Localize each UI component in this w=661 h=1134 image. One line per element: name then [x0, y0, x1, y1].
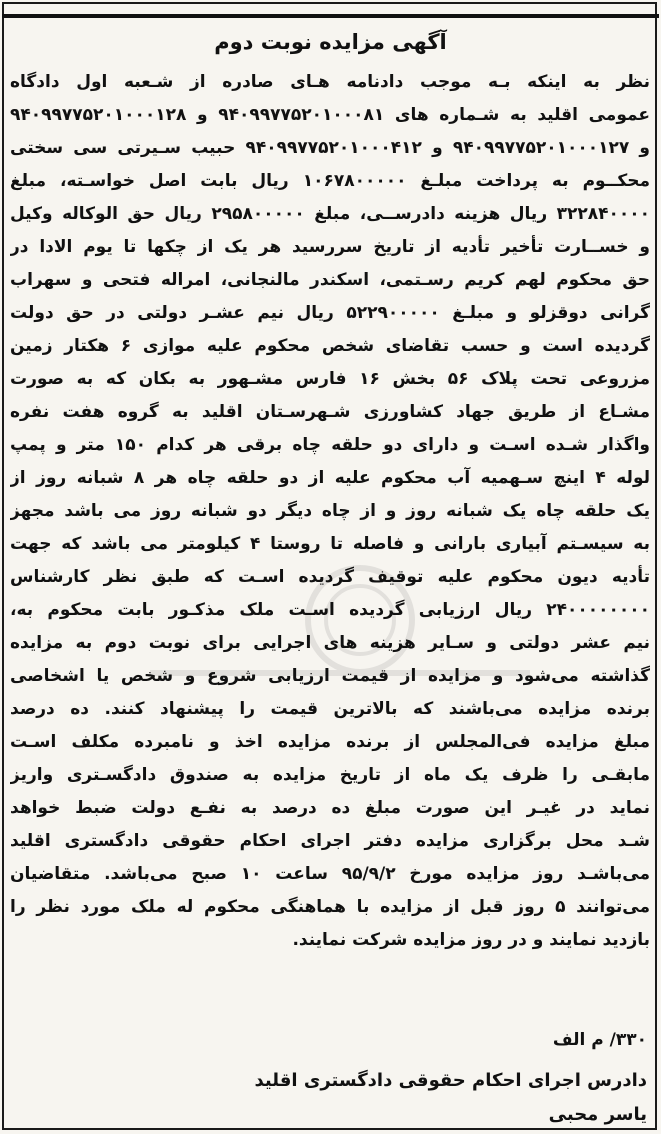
notice-line: و خســارت تأخیر تأدیه از تاریخ سررسید هر یک از چکها تا یوم الادا در	[10, 237, 650, 257]
notice-line: محکــوم به پرداخت مبلـغ ۱۰۶۷۸۰۰۰۰۰ ریال بابت اصل خواسـته، مبلغ	[10, 171, 650, 191]
signature-name: یاسر محبی	[548, 1104, 647, 1125]
notice-line: حق محکوم لهم کریم رسـتمی، اسکندر مالنجانی، امراله فتحی و سهراب	[10, 270, 650, 290]
notice-line: نظر به اینکه بـه موجب دادنامه هـای صادره از شـعبه اول دادگاه	[10, 72, 650, 92]
notice-line: واگذار شـده اسـت و دارای دو حلقه چاه برقی هر کدام ۱۵۰ متر و پمپ	[10, 435, 650, 455]
notice-line: گذاشته می‌شود و مزایده از قیمت ارزیابی شروع و شخص یا اشخاصی	[10, 666, 650, 686]
notice-line: نماید در غیـر این صورت مبلغ ده درصد به نفـع دولت ضبط خواهد	[10, 798, 650, 818]
reference-number: ۳۳۰/ م الف	[552, 1030, 647, 1050]
notice-line: می‌توانند ۵ روز قبل از مزایده با هماهنگی محکوم له ملک مورد نظر را	[10, 897, 650, 917]
notice-line: مشـاع از طریق جهاد کشاورزی شـهرسـتان اقلید به گروه هفت نفره	[10, 402, 650, 422]
notice-line: لوله ۴ اینچ سـهمیه آب محکوم علیه از دو حلقه چاه هر ۸ شبانه روز از	[10, 468, 650, 488]
notice-body	[10, 66, 650, 957]
notice-line: عمومی اقلید به شـماره های ۹۴۰۹۹۷۷۵۲۰۱۰۰۰۸۱ و ۹۴۰۹۹۷۷۵۲۰۱۰۰۰۱۲۸	[10, 105, 650, 125]
notice-line: ۲۴۰۰۰۰۰۰۰۰ ریال ارزیابی گردیده اسـت ملک مذکـور بابت محکوم به،	[10, 600, 650, 620]
notice-line: بازدید نمایند و در روز مزایده شرکت نمایند.	[292, 930, 650, 950]
notice-line: به سیسـتم آبیاری بارانی و فاصله تا روستا ۴ کیلومتر می باشد که جهت	[10, 534, 650, 554]
signature-office: دادرس اجرای احکام حقوقی دادگستری اقلید	[254, 1070, 647, 1091]
notice-line: نیم عشر دولتی و سـایر هزینه های اجرایی برای نوبت دوم به مزایده	[10, 633, 650, 653]
notice-line: می‌باشـد روز مزایده مورخ ۹۵/۹/۲ ساعت ۱۰ صبح می‌باشد. متقاضیان	[10, 864, 650, 884]
notice-line: مابقـی را ظرف یک ماه از تاریخ مزایده به صندوق دادگسـتری واریز	[10, 765, 650, 785]
notice-line: تأدیه دیون محکوم علیه توقیف گردیده اسـت که طبق نظر کارشناس	[10, 567, 650, 587]
notice-title: آگهی مزایده نوبت دوم	[214, 30, 447, 54]
top-divider	[2, 14, 659, 18]
notice-line: گرانی دوقزلو و مبلـغ ۵۲۲۹۰۰۰۰۰ ریال نیم عشـر دولتی در حق دولت	[10, 303, 650, 323]
notice-line: برنده مزایده می‌باشند که بالاترین قیمت را پیشنهاد کنند. ده درصد	[10, 699, 650, 719]
notice-line: مزروعی تحت پلاک ۵۶ بخش ۱۶ فارس مشـهور به بکان که به صورت	[10, 369, 650, 389]
notice-line: ۳۲۲۸۴۰۰۰۰ ریال هزینه دادرســی، مبلغ ۲۹۵۸۰۰۰۰۰ ریال حق الوکاله وکیل	[10, 204, 650, 224]
notice-line: یک حلقه چاه یک شبانه روز و از چاه دیگر دو شبانه روز می باشد مجهز	[10, 501, 650, 521]
notice-line: مبلغ مزایده فی‌المجلس از برنده مزایده اخذ و نامبرده مکلف اسـت	[10, 732, 650, 752]
notice-line: شـد محل برگزاری مزایده دفتر اجرای احکام حقوقی دادگستری اقلید	[10, 831, 650, 851]
notice-line: گردیده است و حسب تقاضای شخص محکوم علیه موازی ۶ هکتار زمین	[10, 336, 650, 356]
notice-line: و ۹۴۰۹۹۷۷۵۲۰۱۰۰۰۱۲۷ و ۹۴۰۹۹۷۷۵۲۰۱۰۰۰۴۱۲ حبیب سـیرتی سی سختی	[10, 138, 650, 158]
